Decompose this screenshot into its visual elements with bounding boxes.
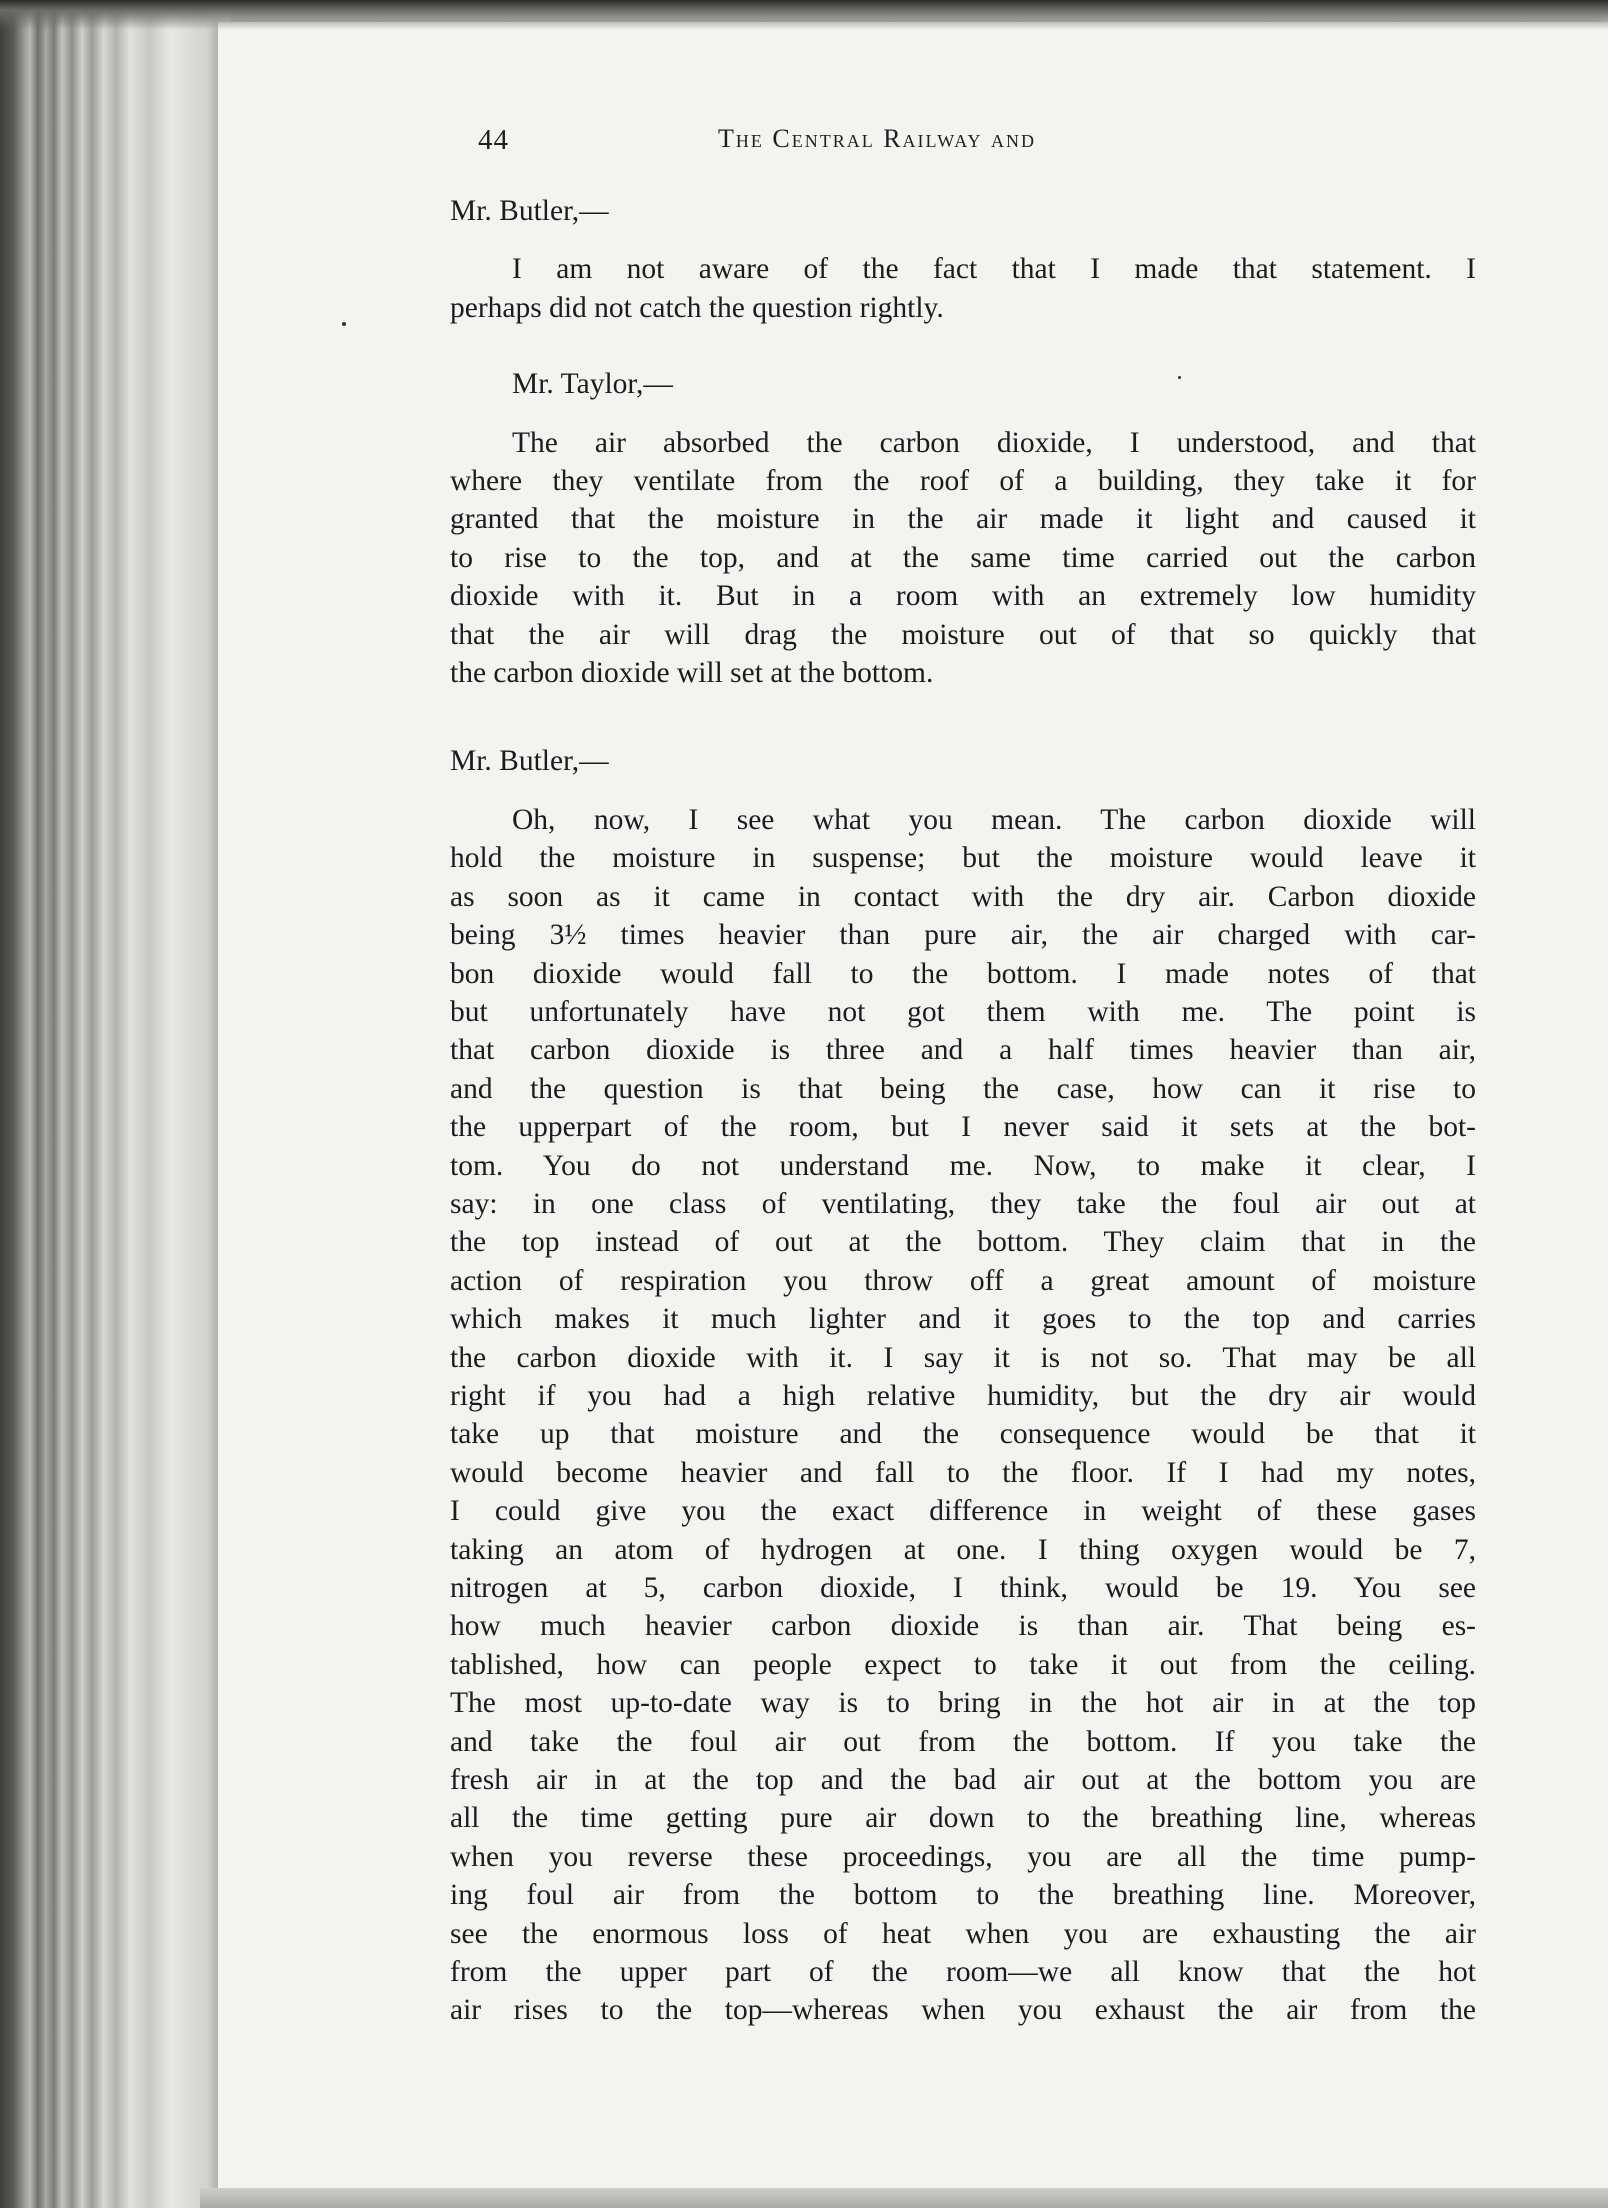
- text-line: see the enormous loss of heat when you are exhausting the air: [450, 1917, 1476, 1950]
- scan-speck: [342, 322, 346, 326]
- text-line: the carbon dioxide will set at the bottom.: [450, 657, 934, 690]
- text-line: that carbon dioxide is three and a half times heavier than air,: [450, 1034, 1476, 1067]
- page-bottom-edge: [200, 2188, 1608, 2208]
- paragraph: [450, 250, 1476, 327]
- text-line: fresh air in at the top and the bad air out at the bottom you are: [450, 1764, 1476, 1797]
- text-line: all the time getting pure air down to the breathing line, whereas: [450, 1802, 1476, 1835]
- text-line: would become heavier and fall to the floor. If I had my notes,: [450, 1456, 1476, 1489]
- paragraph: [450, 801, 1476, 2030]
- text-line: taking an atom of hydrogen at one. I thing oxygen would be 7,: [450, 1533, 1476, 1566]
- text-line: take up that moisture and the consequence would be that it: [450, 1418, 1476, 1451]
- text-line: to rise to the top, and at the same time carried out the carbon: [450, 541, 1476, 574]
- stacked-page-edges: [0, 0, 230, 2208]
- text-line: the upperpart of the room, but I never said it sets at the bot-: [450, 1111, 1476, 1144]
- text-line: when you reverse these proceedings, you are all the time pump-: [450, 1840, 1476, 1873]
- speaker-label: Mr. Taylor,—: [512, 368, 673, 401]
- text-line: tablished, how can people expect to take it out from the ceiling.: [450, 1648, 1476, 1681]
- text-line: perhaps did not catch the question rightly.: [450, 291, 944, 324]
- text-line: granted that the moisture in the air made it light and caused it: [450, 503, 1476, 536]
- page-number: 44: [478, 124, 509, 156]
- running-head: The Central Railway and: [718, 124, 1037, 153]
- text-line: as soon as it came in contact with the dry air. Carbon dioxide: [450, 880, 1476, 913]
- text-line: which makes it much lighter and it goes to the top and carries: [450, 1303, 1476, 1336]
- text-line: ing foul air from the bottom to the breathing line. Moreover,: [450, 1879, 1476, 1912]
- text-line: where they ventilate from the roof of a building, they take it for: [450, 465, 1476, 498]
- text-line: being 3½ times heavier than pure air, the air charged with car-: [450, 919, 1476, 952]
- paragraph: [450, 424, 1476, 693]
- text-line: the carbon dioxide with it. I say it is not so. That may be all: [450, 1341, 1476, 1374]
- text-line: Oh, now, I see what you mean. The carbon dioxide will: [512, 803, 1476, 836]
- text-line: action of respiration you throw off a great amount of moisture: [450, 1264, 1476, 1297]
- text-line: nitrogen at 5, carbon dioxide, I think, would be 19. You see: [450, 1572, 1476, 1604]
- speaker-label: Mr. Butler,—: [450, 195, 609, 227]
- text-line: I am not aware of the fact that I made that statement. I: [512, 253, 1476, 286]
- text-line: dioxide with it. But in a room with an extremely low humidity: [450, 580, 1476, 613]
- text-line: and take the foul air out from the bottom. If you take the: [450, 1725, 1476, 1758]
- text-line: bon dioxide would fall to the bottom. I made notes of that: [450, 957, 1476, 990]
- text-line: how much heavier carbon dioxide is than air. That being es-: [450, 1610, 1476, 1643]
- text-line: right if you had a high relative humidity, but the dry air would: [450, 1379, 1476, 1412]
- text-line: that the air will drag the moisture out of that so quickly that: [450, 618, 1476, 651]
- text-line: air rises to the top—whereas when you exhaust the air from the: [450, 1994, 1476, 2027]
- text-line: the top instead of out at the bottom. They claim that in the: [450, 1226, 1476, 1259]
- text-line: but unfortunately have not got them with me. The point is: [450, 995, 1476, 1028]
- text-line: from the upper part of the room—we all know that the hot: [450, 1956, 1476, 1989]
- text-line: I could give you the exact difference in weight of these gases: [450, 1495, 1476, 1528]
- text-line: tom. You do not understand me. Now, to make it clear, I: [450, 1149, 1476, 1182]
- body-text: [450, 192, 1476, 2030]
- text-line: and the question is that being the case, how can it rise to: [450, 1072, 1476, 1105]
- speaker-label: Mr. Butler,—: [450, 745, 609, 778]
- text-line: The air absorbed the carbon dioxide, I understood, and that: [512, 426, 1476, 459]
- text-line: The most up-to-date way is to bring in the hot air in at the top: [450, 1687, 1476, 1720]
- text-line: hold the moisture in suspense; but the moisture would leave it: [450, 842, 1476, 875]
- page-header: [478, 124, 1198, 164]
- text-line: say: in one class of ventilating, they take the foul air out at: [450, 1187, 1476, 1220]
- top-shadow: [0, 0, 1608, 30]
